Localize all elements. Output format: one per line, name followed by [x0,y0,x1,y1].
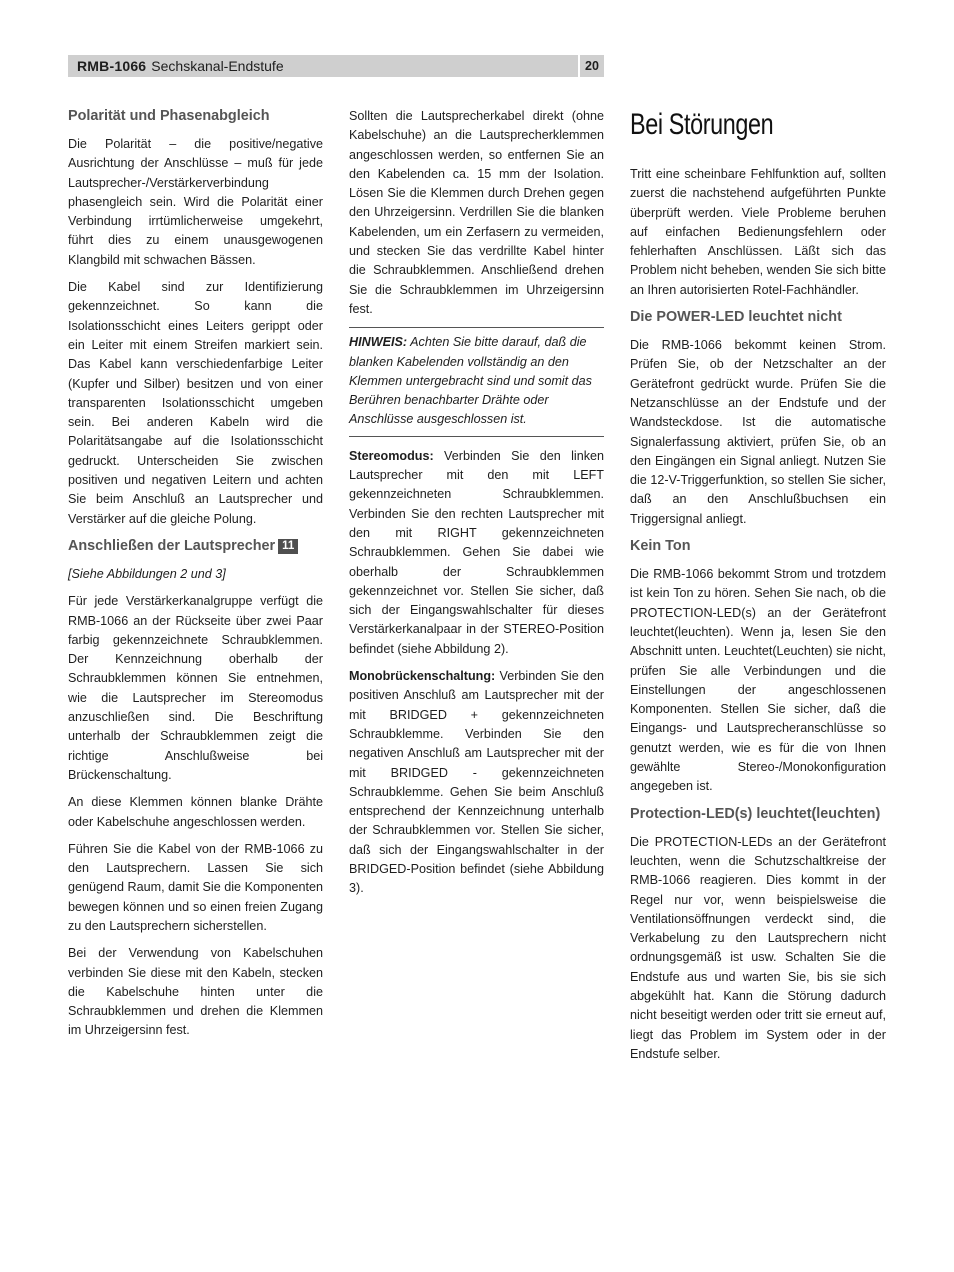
section-title: Bei Störungen [630,108,774,141]
heading-text: Anschließen der Lautsprecher [68,537,276,554]
stereo-paragraph [349,447,604,659]
paragraph: Die Kabel sind zur Identifizierung gekennzeichnet. So kann die Isolationsschicht eines Leiters gerippt oder ein Leiter mit einem Streifen markiert sein. Das Kabel kann verschiedenfarbige Leiter (Kupfer und Silber) besitzen und von einer transparenten Isolationsschicht umgeben sein. Bei anderen Kabeln wird die Polaritätsangabe auf die Isolationsschicht gedruckt. Unterscheiden Sie zwischen positiven und negativen Leitern und achten Sie beim Anschluß an Lautsprecher und Verstärker auf die gleiche Polung. [68,280,323,526]
heading-polarity: Polarität und Phasenabgleich [68,108,270,124]
paragraph: Für jede Verstärkerkanalgruppe verfügt die RMB-1066 an der Rückseite über zwei Paar farbig gekennzeichnete Schraubklemmen. Der Kennzeichnung oberhalb der Schraubklemmen können Sie entnehmen, wie die Lautsprecher im Stereomodus anzuschließen sind. Die Beschriftung unterhalb der Schraubklemmen zeigt die richtige Anschlußweise bei Brückenschaltung. [68,594,323,782]
page-header [68,55,604,77]
mono-paragraph [349,667,604,899]
figure-badge: 11 [278,539,298,554]
mono-text: Verbinden Sie den positiven Anschluß am Lautsprecher mit der mit BRIDGED + gekennzeichneten Schraubklemme. Verbinden Sie den negativen Anschluß am Lautsprecher mit der mit BRIDGED - gekennzeichneten Schraubklemme. Gehen Sie beim Anschluß entsprechend der Kennzeichnung unterhalb der Schraubklemmen vor. Stellen Sie sicher, daß sich der Eingangswahlschalter in der BRIDGED-Position befindet (siehe Abbildung 3). [349,669,605,896]
column-right [630,107,886,1072]
model-name: RMB-1066 [77,58,147,74]
stereo-label: Stereomodus: [349,448,434,463]
column-middle [349,107,604,907]
paragraph: Sollten die Lautsprecherkabel direkt (ohne Kabelschuhe) an die Lautsprecherklemmen angeschlossen werden, so entfernen Sie an den Kabelenden ca. 15 mm der Isolation. Lösen Sie die Klemmen durch Drehen gegen den Uhrzeigersinn. Verdrillen Sie die blanken Kabelenden, um ein Zerfasern zu vermeiden, und stecken Sie das verdrillte Kabel hinter die Schraubklemmen. Anschließend drehen Sie die Schraubklemmen im Uhrzeigersinn fest. [349,109,604,316]
figure-reference: [Siehe Abbildungen 2 und 3] [68,566,226,581]
column-left [68,107,323,1049]
paragraph: Führen Sie die Kabel von der RMB-1066 zu den Lautsprechern. Lassen Sie sich genügend Raum, damit Sie die Komponenten bewegen können und so einen freien Zugang zu den Lautsprechern sicherstellen. [68,841,323,933]
paragraph: Bei der Verwendung von Kabelschuhen verbinden Sie diese mit den Kabeln, stecken die Kabelschuhe hinten unter die Schraubklemmen und drehen die Klemmen im Uhrzeigersinn fest. [68,946,323,1038]
heading-no-sound: Kein Ton [630,538,691,555]
page-number: 20 [580,55,604,77]
paragraph: An diese Klemmen können blanke Drähte oder Kabelschuhe angeschlossen werden. [68,795,323,829]
header-subtitle: Sechskanal-Endstufe [151,58,284,74]
heading-connect-speakers [68,537,323,555]
header-bar [68,55,578,77]
paragraph: Die RMB-1066 bekommt keinen Strom. Prüfen Sie, ob der Netzschalter an der Gerätefront gedrückt wurde. Prüfen Sie die Netzanschlüsse an der Endstufe und der Wandsteckdose. Ist die automatische Signalerfassung aktiviert, prüfen Sie, ob an den Eingängen ein Signal anliegt. Nutzen Sie die 12-V-Triggerfunktion, so stellen Sie sicher, daß an den Anschlußbuchsen ein Triggersignal anliegt. [630,338,886,526]
note-label: HINWEIS: [349,335,408,350]
paragraph: Die Polarität – die positive/negative Ausrichtung der Anschlüsse – muß für jede Lautsprecher-/Verstärkerverbindung phasengleich sein. Wird die Polarität einer Verbindung irrtümlicherweise umgekehrt, führt dies zu einem unausgewogenen Klangbild mit schwachen Bässen. [68,137,323,267]
heading-protection-led: Protection-LED(s) leuchtet(leuchten) [630,805,881,822]
note-box [349,327,604,436]
paragraph: Die PROTECTION-LEDs an der Gerätefront leuchten, wenn die Schutzschaltkreise der RMB-1066 reagieren. Dies kommt in der Regel nur vor, wenn beispielsweise die Ventilationsöffnungen verdeckt sind, die Verkabelung zu den Lautsprechern nicht ordnungsgemäß ist usw. Schalten Sie die Endstufe aus und warten Sie, bis sie sich abgekühlt hat. Kann die Störung dadurch nicht beseitigt werden oder tritt sie erneut auf, liegt das Problem im System oder in der Endstufe selber. [630,834,886,1061]
note-text: Achten Sie bitte darauf, daß die blanken Kabelenden vollständig an den Klemmen untergebracht sind und somit das Berühren benachbarter Drähte oder Anschlüsse ausgeschlossen ist. [349,335,592,427]
stereo-text: Verbinden Sie den linken Lautsprecher mit den mit LEFT gekennzeichneten Schraubklemmen. Verbinden Sie den rechten Lautsprecher mit den mit RIGHT gekennzeichneten Schraubklemmen. Gehen Sie dabei wie oberhalb der Schraubklemmen gekennzeichnet vor. Stellen Sie sicher, daß sich der Eingangswahlschalter für dieses Verstärkerkanalpaar in der STEREO-Position befindet (siehe Abbildung 2). [349,448,604,656]
paragraph: Tritt eine scheinbare Fehlfunktion auf, sollten zuerst die nachstehend aufgeführten Punkte überprüft werden. Viele Probleme beruhen auf einfachen Bedienungsfehlern oder fehlerhaften Anschlüssen. Läßt sich das Problem nicht beheben, wenden Sie sich bitte an Ihren autorisierten Rotel-Fachhändler. [630,167,886,297]
mono-label: Monobrückenschaltung: [349,669,496,684]
heading-power-led: Die POWER-LED leuchtet nicht [630,309,842,326]
paragraph: Die RMB-1066 bekommt Strom und trotzdem ist kein Ton zu hören. Sehen Sie nach, ob die PROTECTION-LED(s) an der Gerätefront leuchtet(leuchten). Wenn ja, lesen Sie den Abschnitt unten. Leuchtet(Leuchten) sie nicht, prüfen Sie alle Verbindungen und die Einstellungen der angeschlossenen Komponenten. Stellen Sie sicher, daß die Eingangs- und Lautsprecheranschlüsse so genutzt werden, wie es für die von Ihnen gewählte Stereo-/Monokonfiguration angegeben ist. [630,567,886,794]
